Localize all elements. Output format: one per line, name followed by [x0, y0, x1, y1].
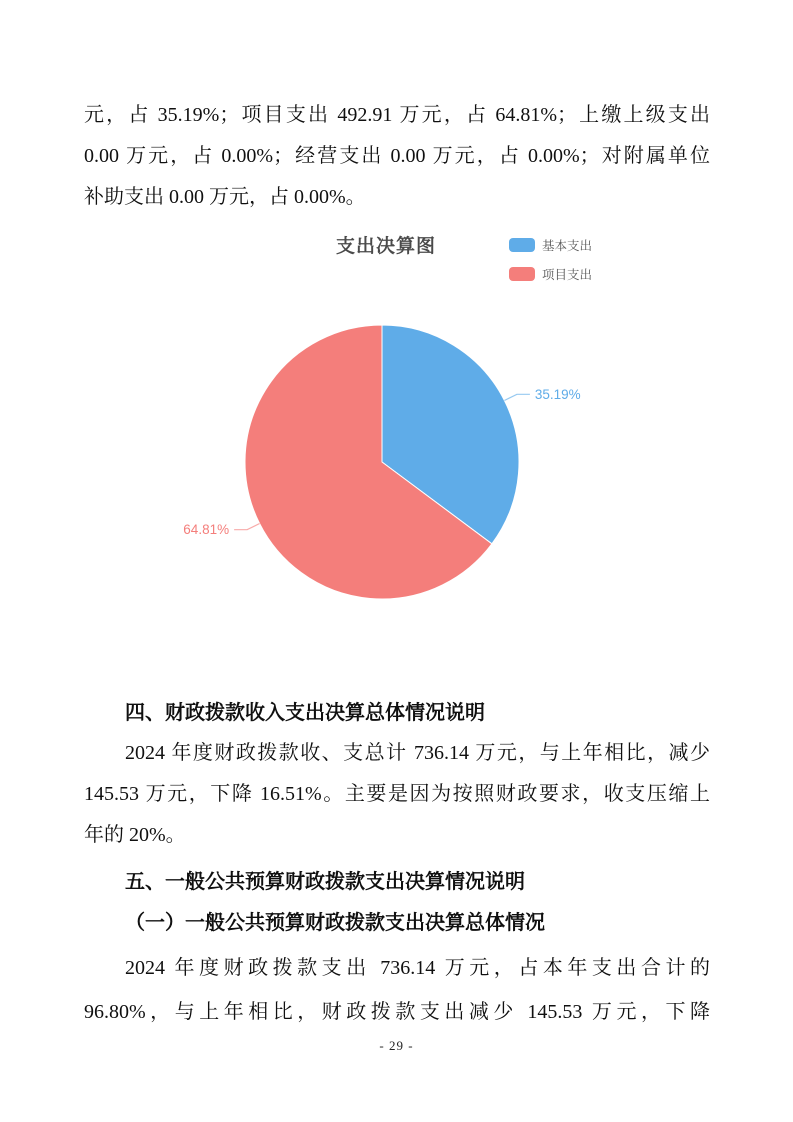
pie-percentage-label: 64.81% — [183, 522, 230, 538]
section-four-heading: 四、财政拨款收入支出决算总体情况说明 — [125, 702, 485, 724]
pie-slice-1 — [382, 325, 519, 544]
pie-label-leader — [504, 394, 530, 400]
section-five-subheading: （一）一般公共预算财政拨款支出决算总体情况 — [125, 912, 545, 934]
legend-item — [509, 265, 592, 283]
intro-line-2: 0.00 万元，占 0.00%；经营支出 0.00 万元，占 0.00%；对附属单位 — [84, 145, 710, 167]
section-four-line-1: 2024 年度财政拨款收、支总计 736.14 万元，与上年相比，减少 — [125, 742, 710, 764]
chart-title: 支出决算图 — [336, 236, 437, 257]
intro-line-1: 元，占 35.19%；项目支出 492.91 万元，占 64.81%；上缴上级支出 — [84, 104, 710, 126]
intro-line-3: 补助支出 0.00 万元，占 0.00%。 — [84, 186, 366, 208]
section-four-line-3: 年的 20%。 — [84, 824, 186, 846]
pie-slice-2 — [245, 325, 492, 599]
section-five-heading: 五、一般公共预算财政拨款支出决算情况说明 — [125, 871, 525, 893]
chart-legend — [509, 236, 592, 283]
pie-percentage-label: 35.19% — [534, 386, 581, 402]
section-five-line-1: 2024 年度财政拨款支出 736.14 万元，占本年支出合计的 — [125, 957, 710, 979]
legend-label: 基本支出 — [542, 239, 593, 253]
section-four-line-2: 145.53 万元，下降 16.51%。主要是因为按照财政要求，收支压缩上 — [84, 783, 710, 805]
pie-label-leader — [234, 524, 260, 530]
legend-item — [509, 236, 592, 254]
legend-label: 项目支出 — [542, 268, 593, 282]
page-number: - 29 - — [379, 1038, 414, 1053]
legend-swatch-icon — [509, 238, 535, 252]
legend-swatch-icon — [509, 267, 535, 281]
section-five-line-2: 96.80%，与上年相比，财政拨款支出减少 145.53 万元，下降 — [84, 1001, 710, 1023]
